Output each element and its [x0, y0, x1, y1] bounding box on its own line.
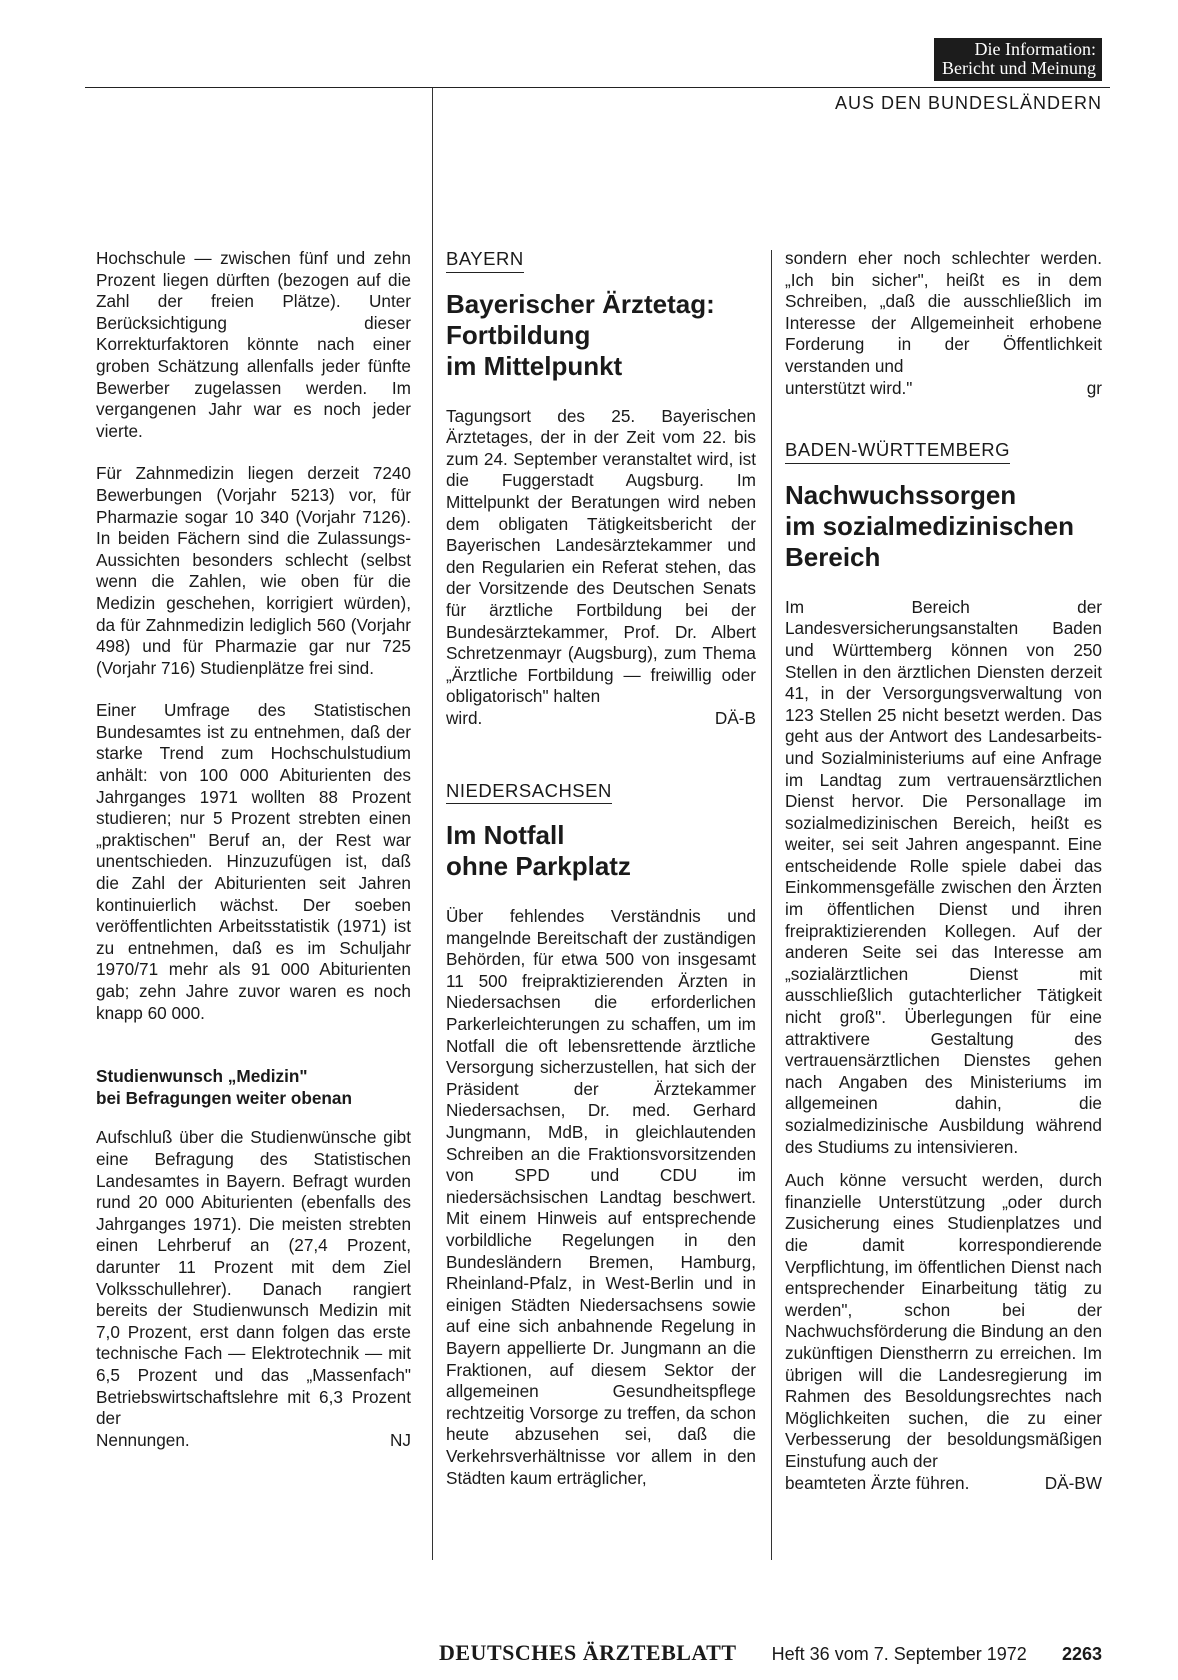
- text-line: Nennungen.: [96, 1429, 190, 1450]
- author-signature: NJ: [389, 1429, 411, 1450]
- page-footer: [439, 1640, 1102, 1666]
- region-label: BAYERN: [446, 248, 524, 273]
- rubric-badge: [934, 38, 1102, 81]
- paragraph-end: [446, 708, 756, 730]
- rubric-line-2: Bericht und Meinung: [942, 58, 1096, 78]
- paragraph: Für Zahnmedizin liegen derzeit 7240 Bewerbungen (Vorjahr 5213) vor, für Pharmazie sogar 10 340 (Vorjahr 7126). In beiden Fächern sind die Zulassungs-Aussichten besonders schlecht (selbst wenn die Zahlen, wie oben für die Medizin geschehen, korrigiert würden), da für Zahnmedizin lediglich 560 (Vorjahr 498) und für Pharmazie gar nur 725 (Vorjahr 716) Studienplätze frei sind.: [96, 463, 411, 678]
- article-headline: [446, 820, 756, 882]
- column-1: [96, 248, 411, 1451]
- subheading-line: bei Befragungen weiter obenan: [96, 1087, 352, 1108]
- headline-line: Bayerischer Ärztetag:: [446, 288, 715, 319]
- article-headline: [446, 289, 756, 382]
- text-line: wird.: [446, 707, 483, 728]
- column-divider-2: [771, 250, 772, 1560]
- headline-line: Im Notfall: [446, 820, 565, 851]
- headline-line: Nachwuchssorgen: [785, 479, 1017, 510]
- paragraph-end: [785, 1473, 1102, 1495]
- paragraph: Hochschule — zwischen fünf und zehn Prozent liegen dürften (bezogen auf die Zahl der freien Plätze). Unter Berücksichtigung dieser Korrekturfaktoren könnte nach einer groben Schätzung allenfalls jeder fünfte Bewerber zugelassen werden. Im vergangenen Jahr war es noch jeder vierte.: [96, 248, 411, 441]
- headline-line: Bereich: [785, 541, 881, 572]
- region-label: BADEN-WÜRTTEMBERG: [785, 439, 1010, 464]
- text-line: unterstützt wird.": [785, 377, 913, 398]
- region-label: NIEDERSACHSEN: [446, 780, 612, 805]
- author-signature: DÄ-B: [714, 707, 756, 728]
- column-3: [785, 248, 1102, 1494]
- headline-line: im sozialmedizinischen: [785, 510, 1074, 541]
- column-divider-1: [432, 88, 433, 1560]
- headline-line: im Mittelpunkt: [446, 350, 623, 381]
- paragraph: Im Bereich der Landesversicherungsanstalten Baden und Württemberg können von 250 Stellen in den ärztlichen Diensten derzeit 41, in der Versorgungsverwaltung von 123 Stellen 25 nicht besetzt werden. Das geht aus der Antwort des Landesarbeits- und Sozialministeriums auf eine Anfrage im Landtag zum vertrauensärztlichen Dienst hervor. Die Personallage im sozialmedizinischen Bereich, heißt es weiter, sei seit Jahren angespannt. Eine entscheidende Rolle spiele dabei das Einkommensgefälle zwischen den Ärzten im öffentlichen Dienst und ihren freipraktizierenden Kollegen. Auf der anderen Seite sei das Interesse am „sozialärztlichen Dienst mit ausschließlich gutachterlicher Tätigkeit nicht groß". Überlegungen für eine attraktivere Gestaltung des vertrauensärztlichen Dienstes gehen nach Angaben des Ministeriums im allgemeinen dahin, die sozialmedizinische Ausbildung während des Studiums zu intensivieren.: [785, 596, 1102, 1157]
- paragraph-end: [96, 1430, 411, 1452]
- headline-line: ohne Parkplatz: [446, 851, 631, 882]
- text-line: beamteten Ärzte führen.: [785, 1472, 970, 1493]
- paragraph: Aufschluß über die Studienwünsche gibt eine Befragung des Statistischen Landesamtes in Bayern. Befragt wurden rund 20 000 Abiturienten (ebenfalls des Jahrganges 1971). Die meisten strebten einen Lehrberuf an (27,4 Prozent, darunter 11 Prozent mit dem Ziel Volksschullehrer). Danach rangiert bereits der Studienwunsch Medizin mit 7,0 Prozent, erst dann folgen das erste technische Fach — Elektrotechnik — mit 6,5 Prozent und das „Massenfach" Betriebswirtschaftslehre mit 6,3 Prozent der: [96, 1127, 411, 1429]
- header-rule: [85, 87, 1110, 88]
- author-signature: DÄ-BW: [1044, 1472, 1102, 1493]
- paragraph: Tagungsort des 25. Bayerischen Ärztetages, der in der Zeit vom 22. bis zum 24. September veranstaltet wird, ist die Fuggerstadt Augsburg. Im Mittelpunkt der Beratungen wird neben dem obligaten Tätigkeitsbericht der Bayerischen Landesärztekammer und den Regularien ein Referat stehen, das der Vorsitzende des Deutschen Senats für ärztliche Fortbildung bei der Bundesärztekammer, Prof. Dr. Albert Schretzenmayr (Augsburg), zum Thema „Ärztliche Fortbildung — freiwillig oder obligatorisch" halten: [446, 405, 756, 707]
- subheading-line: Studienwunsch „Medizin": [96, 1066, 308, 1087]
- issue-info: Heft 36 vom 7. September 1972: [771, 1644, 1027, 1664]
- rubric-line-1: Die Information:: [974, 39, 1096, 59]
- headline-line: Fortbildung: [446, 319, 591, 350]
- paragraph: sondern eher noch schlechter werden. „Ich bin sicher", heißt es in dem Schreiben, „daß die ausschließlich im Interesse der Allgemeinheit erhobene Forderung in der Öffentlichkeit verstanden und: [785, 248, 1102, 376]
- paragraph: Einer Umfrage des Statistischen Bundesamtes ist zu entnehmen, daß der starke Trend zum Hochschulstudium anhält: von 100 000 Abiturienten des Jahrganges 1971 wollten 88 Prozent studieren; nur 5 Prozent strebten einen „praktischen" Beruf an, der Rest war unentschieden. Hinzuzufügen ist, daß die Zahl der Abiturienten seit Jahren kontinuierlich wächst. Der soeben veröffentlichten Arbeitsstatistik (1971) ist zu entnehmen, daß es im Schuljahr 1970/71 mehr als 91 000 Abiturienten gab; zehn Jahre zuvor waren es noch knapp 60 000.: [96, 700, 411, 1023]
- section-label: AUS DEN BUNDESLÄNDERN: [834, 93, 1102, 113]
- subheading: [96, 1066, 411, 1109]
- journal-title: DEUTSCHES ÄRZTEBLATT: [439, 1640, 737, 1665]
- author-signature: gr: [1086, 377, 1102, 398]
- article-headline: [785, 480, 1102, 573]
- paragraph-end: [785, 378, 1102, 400]
- page-number: 2263: [1061, 1644, 1102, 1664]
- column-2: [446, 248, 756, 1489]
- paragraph: Auch könne versucht werden, durch finanzielle Unterstützung „oder durch Zusicherung eines Studienplatzes und die damit korrespondierende Verpflichtung, im öffentlichen Dienst nach entsprechender Einarbeitung tätig zu werden", schon bei der Nachwuchsförderung die Bindung an den zukünftigen Dienstherrn zu erreichen. Im übrigen will die Landesregierung im Rahmen des Besoldungsrechtes nach Möglichkeiten suchen, die zu einer Verbesserung der besoldungsmäßigen Einstufung auch der: [785, 1170, 1102, 1471]
- paragraph: Über fehlendes Verständnis und mangelnde Bereitschaft der zuständigen Behörden, für etwa 500 von insgesamt 11 500 freipraktizierenden Ärzten in Niedersachsen die erforderlichen Parkerleichterungen zu schaffen, um im Notfall die oft lebensrettende ärztliche Versorgung sicherzustellen, hat sich der Präsident der Ärztekammer Niedersachsen, Dr. med. Gerhard Jungmann, MdB, in gleichlautenden Schreiben an die Fraktionsvorsitzenden von SPD und CDU im niedersächsischen Landtag beschwert. Mit einem Hinweis auf entsprechende vorbildliche Regelungen in den Bundesländern Bremen, Hamburg, Rheinland-Pfalz, in West-Berlin und in einigen Städten Niedersachsens sowie auf eine sich anbahnende Regelung in Bayern appellierte Dr. Jungmann an die Fraktionen, auf diesem Sektor der allgemeinen Gesundheitspflege rechtzeitig Vorsorge zu treffen, da schon heute abzusehen sei, daß die Verkehrsverhältnisse vor allem in den Städten kaum erträglicher,: [446, 906, 756, 1488]
